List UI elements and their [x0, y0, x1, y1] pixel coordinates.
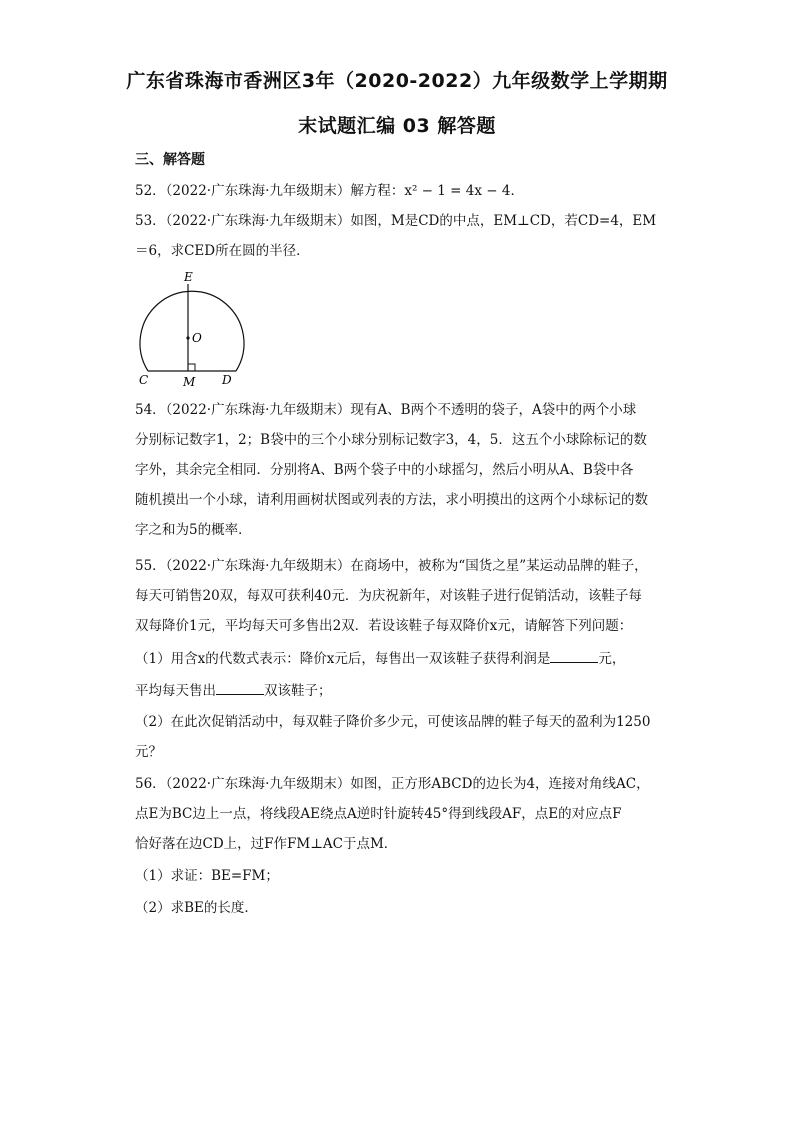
q55-part1b-prefix: 平均每天售出 — [135, 683, 216, 699]
q53-text-line-2: ＝6，求CED所在圆的半径． — [135, 243, 310, 259]
q54-text-line-3: 字外，其余完全相同．分别将A、B两个袋子中的小球摇匀，然后小明从A、B袋中各 — [135, 462, 634, 478]
label-o: O — [192, 331, 202, 345]
q54-text-line-4: 随机摸出一个小球，请利用画树状图或列表的方法，求小明摸出的这两个小球标记的数 — [135, 492, 648, 508]
q54-text-line-1: 54．（2022·广东珠海·九年级期末）现有A、B两个不透明的袋子，A袋中的两个小球 — [135, 402, 637, 418]
q54-text-line-5: 字之和为5的概率． — [135, 522, 252, 538]
q55-part1-prefix: （1）用含x的代数式表示：降价x元后，每售出一双该鞋子获得利润是 — [135, 651, 551, 667]
label-e: E — [184, 270, 193, 284]
right-angle-mark — [188, 364, 195, 371]
q53-text-line-1: 53．（2022·广东珠海·九年级期末）如图，M是CD的中点，EM⊥CD，若CD=4，EM — [135, 213, 657, 229]
label-c: C — [139, 373, 149, 387]
q56-text-line-5: （2）求BE的长度． — [135, 900, 258, 916]
q55-part1b-suffix: 双该鞋子； — [264, 683, 332, 699]
circle-figure — [130, 268, 250, 393]
q55-text-line-4 — [135, 648, 625, 669]
q55-text-line-2: 每天可销售20双，每双可获利40元．为庆祝新年，对该鞋子进行促销活动，该鞋子每 — [135, 588, 642, 604]
q56-text-line-4: （1）求证：BE=FM； — [135, 868, 279, 884]
q56-text-line-2: 点E为BC边上一点，将线段AE绕点A逆时针旋转45°得到线段AF，点E的对应点F — [135, 806, 622, 822]
section-heading: 三、解答题 — [135, 152, 205, 168]
q55-text-line-5 — [135, 680, 332, 701]
center-point — [186, 336, 189, 339]
document-title-line-2: 末试题汇编 03 解答题 — [298, 115, 496, 137]
q55-text-line-6: （2）在此次促销活动中，每双鞋子降价多少元，可使该品牌的鞋子每天的盈利为1250 — [135, 714, 651, 730]
q54-text-line-2: 分别标记数字1，2；B袋中的三个小球分别标记数字3，4，5．这五个小球除标记的数 — [135, 432, 647, 448]
label-d: D — [222, 373, 232, 387]
q52-text: 52．（2022·广东珠海·九年级期末）解方程：x² − 1 = 4x − 4． — [135, 183, 524, 199]
q55-part1-suffix: 元， — [598, 651, 626, 667]
q55-text-line-7: 元？ — [135, 744, 162, 760]
q55-text-line-1: 55．（2022·广东珠海·九年级期末）在商场中，被称为“国货之星”某运动品牌的鞋子， — [135, 558, 648, 574]
q56-text-line-1: 56．（2022·广东珠海·九年级期末）如图，正方形ABCD的边长为4，连接对角线AC， — [135, 776, 650, 792]
q55-text-line-3: 双每降价1元，平均每天可多售出2双．若设该鞋子每双降价x元，请解答下列问题： — [135, 618, 633, 634]
document-title-line-1: 广东省珠海市香洲区3年（2020-2022）九年级数学上学期期 — [126, 70, 668, 92]
answer-blank-quantity[interactable] — [216, 680, 264, 695]
label-m: M — [183, 375, 196, 389]
q56-text-line-3: 恰好落在边CD上，过F作FM⊥AC于点M． — [135, 836, 398, 852]
answer-blank-profit[interactable] — [550, 648, 598, 663]
